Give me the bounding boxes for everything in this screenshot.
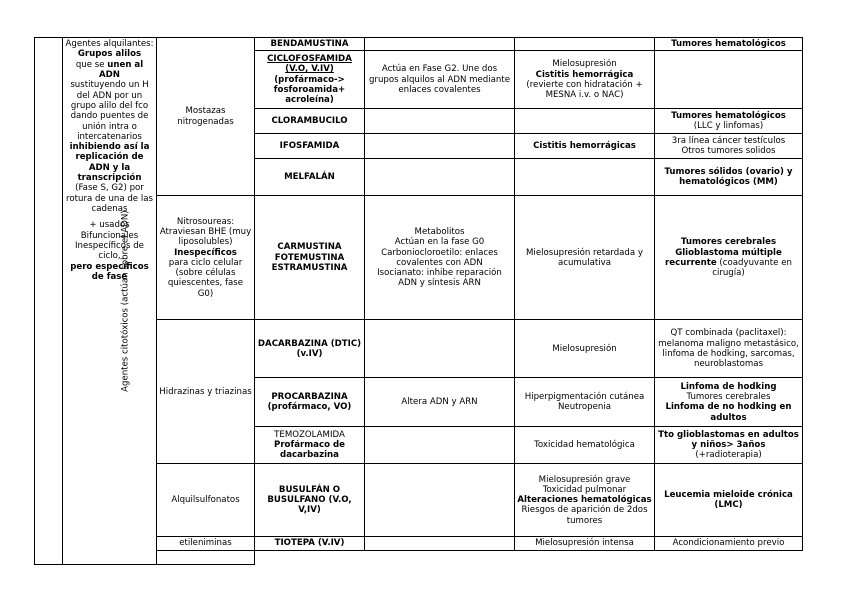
- empty-cell: [255, 550, 365, 564]
- nitrosoureas-text-2: para ciclo celular (sobre células quiescentes, fase G0): [167, 257, 244, 299]
- effects-busulfan-1: Mielosupresión grave: [538, 474, 631, 485]
- nitrosoureas-b: Inespecíficos: [174, 247, 237, 258]
- drug-tiotepa: TIOTEPA (V.IV): [255, 537, 365, 550]
- drug-temozolamida-note: Profármaco de dacarbazina: [274, 440, 345, 461]
- use-procarbazina-b1: Linfoma de hodking: [680, 381, 777, 392]
- mechanism-ciclofosfamida: Actúa en Fase G2. Une dos grupos alquilos al ADN mediante enlaces covalentes: [365, 51, 515, 109]
- alkylating-t1: que se: [75, 59, 105, 70]
- alkylating-agents-table: [34, 37, 830, 565]
- use-bendamustina: Tumores hematológicos: [655, 38, 803, 51]
- use-procarbazina-text: Tumores cerebrales: [686, 392, 771, 402]
- use-ifosfamida-1: 3ra línea cáncer testículos: [671, 136, 786, 146]
- effects-busulfan: [515, 464, 655, 537]
- empty-cell: [803, 550, 830, 564]
- mechanism-cell: [365, 427, 515, 464]
- side-label: Agentes citotóxicos (actúan sobre el ADN): [120, 210, 131, 392]
- mech-carmustina-2: Actúan en la fase G0: [394, 237, 485, 248]
- mechanism-cell: [365, 134, 515, 159]
- alkylating-b1: Grupos alilos: [77, 49, 142, 60]
- mechanism-cell: [365, 38, 515, 51]
- effects-ciclofosfamida-2: (revierte con hidratación + MESNA i.v. o NAC): [526, 79, 643, 101]
- group-hidrazinas: Hidrazinas y triazinas: [157, 320, 255, 464]
- drug-procarbazina: PROCARBAZINA (profármaco, VO): [255, 378, 365, 427]
- group-nitrosoureas: [157, 196, 255, 320]
- mechanism-cell: [365, 320, 515, 378]
- drug-carmustina: [255, 196, 365, 320]
- drug-carmustina-2: FOTEMUSTINA: [274, 252, 345, 263]
- effects-temozolamida: Toxicidad hematológica: [515, 427, 655, 464]
- use-procarbazina: [655, 378, 803, 427]
- use-ifosfamida: [655, 134, 803, 159]
- drug-ciclofosfamida: [255, 51, 365, 109]
- mechanism-cell: [365, 109, 515, 134]
- effects-tiotepa: Mielosupresión intensa: [515, 537, 655, 550]
- group-alquilsulfonatos: Alquilsulfonatos: [157, 464, 255, 537]
- drug-temozolamida: [255, 427, 365, 464]
- drug-dacarbazina: DACARBAZINA (DTIC) (v.IV): [255, 320, 365, 378]
- effects-dacarbazina: Mielosupresión: [515, 320, 655, 378]
- effects-ciclofosfamida: [515, 51, 655, 109]
- alkylating-description-cell: [63, 38, 157, 565]
- empty-cell: [515, 550, 655, 564]
- effects-ciclofosfamida-b: Cistitis hemorrágica: [535, 69, 634, 80]
- use-carmustina: [655, 196, 803, 320]
- mechanism-procarbazina: Altera ADN y ARN: [365, 378, 515, 427]
- use-dacarbazina: QT combinada (paclitaxel): melanoma maligno metastásico, linfoma de hodking, sarcomas, neuroblastomas: [655, 320, 803, 378]
- alkylating-b4: pero específicos de fase: [70, 261, 149, 282]
- use-carmustina-text: (coadyuvante en cirugía): [712, 257, 792, 279]
- drug-ifosfamida: IFOSFAMIDA: [255, 134, 365, 159]
- empty-cell: [365, 550, 515, 564]
- group-etileniminas: etileniminas: [157, 537, 255, 550]
- drug-ciclofosfamida-name: CICLOFOSFAMIDA (V.O, V.IV): [267, 54, 352, 75]
- mech-carmustina-1: Metabolitos: [414, 226, 465, 237]
- effects-cell: [515, 109, 655, 134]
- empty-cell: [157, 550, 255, 564]
- use-clorambucilo-b: Tumores hematológicos: [671, 111, 786, 121]
- mechanism-carmustina: [365, 196, 515, 320]
- effects-busulfan-b: Alteraciones hematológicas: [517, 495, 652, 506]
- effects-procarbazina: Hiperpigmentación cutánea Neutropenia: [515, 378, 655, 427]
- mech-carmustina-3: Carboniocloroetilo: enlaces covalentes con ADN: [381, 247, 498, 268]
- use-temozolamida-text: (+radioterapia): [695, 450, 762, 461]
- drug-bendamustina: BENDAMUSTINA: [255, 38, 365, 51]
- use-carmustina-b: Tumores cerebrales Glioblastoma múltiple recurrente: [665, 237, 782, 268]
- drug-ciclofosfamida-note: (profármaco-> fosforoamida+ acroleína): [273, 74, 346, 106]
- use-tiotepa: Acondicionamiento previo: [655, 537, 803, 550]
- alkylating-b2: unen al ADN: [99, 59, 144, 80]
- drug-melfalan: MELFALÁN: [255, 159, 365, 196]
- alkylating-title: Agentes alquilantes:: [65, 39, 154, 49]
- alkylating-t3: (Fase S, G2) por rotura de una de las cadenas: [66, 183, 153, 214]
- nitrosoureas-text-1: Nitrosoureas: Atraviesan BHE (muy liposolubles): [159, 216, 252, 248]
- use-melfalan: Tumores sólidos (ovario) y hematológicos (MM): [655, 159, 803, 196]
- drug-busulfan: BUSULFÁN O BUSULFANO (V.O, V,IV): [255, 464, 365, 537]
- use-cell: [655, 51, 803, 109]
- use-temozolamida-b: Tto glioblastomas en adultos y niños> 3años: [658, 429, 799, 451]
- use-clorambucilo: [655, 109, 803, 134]
- use-clorambucilo-text: (LLC y linfomas): [693, 121, 764, 132]
- mech-carmustina-4: Isocianato: inhibe reparación ADN y síntesis ARN: [377, 268, 502, 289]
- use-ifosfamida-2: Otros tumores solidos: [681, 146, 776, 157]
- drug-carmustina-1: CARMUSTINA: [277, 242, 342, 253]
- effects-busulfan-2: Toxicidad pulmonar: [542, 484, 627, 495]
- drug-carmustina-3: ESTRAMUSTINA: [271, 262, 348, 273]
- effects-carmustina: Mielosupresión retardada y acumulativa: [515, 196, 655, 320]
- drug-clorambucilo: CLORAMBUCILO: [255, 109, 365, 134]
- drug-temozolamida-name: TEMOZOLAMIDA: [274, 429, 345, 440]
- alkylating-t2: sustituyendo un H del ADN por un grupo alilo del fco dando puentes de unión intra o intercatenarios: [70, 80, 149, 142]
- group-mostazas: Mostazas nitrogenadas: [157, 38, 255, 196]
- effects-cell: [515, 38, 655, 51]
- effects-ciclofosfamida-1: Mielosupresión: [552, 59, 617, 70]
- mechanism-cell: [365, 537, 515, 550]
- table-row: [35, 38, 830, 51]
- use-procarbazina-b2: Linfoma de no hodking en adultos: [665, 402, 792, 423]
- effects-busulfan-3: Riesgos de aparición de 2dos tumores: [521, 505, 648, 526]
- mechanism-cell: [365, 159, 515, 196]
- effects-ifosfamida: Cistitis hemorrágicas: [515, 134, 655, 159]
- effects-cell: [515, 159, 655, 196]
- use-busulfan: Leucemia mieloide crónica (LMC): [655, 464, 803, 537]
- alkylating-t4: + usados Bifuncionales Inespecíficos de ciclo,: [75, 220, 144, 262]
- use-temozolamida: [655, 427, 803, 464]
- empty-cell: [655, 550, 803, 564]
- mechanism-cell: [365, 464, 515, 537]
- alkylating-b3: inhibiendo así la replicación de ADN y la transcripción: [69, 142, 150, 184]
